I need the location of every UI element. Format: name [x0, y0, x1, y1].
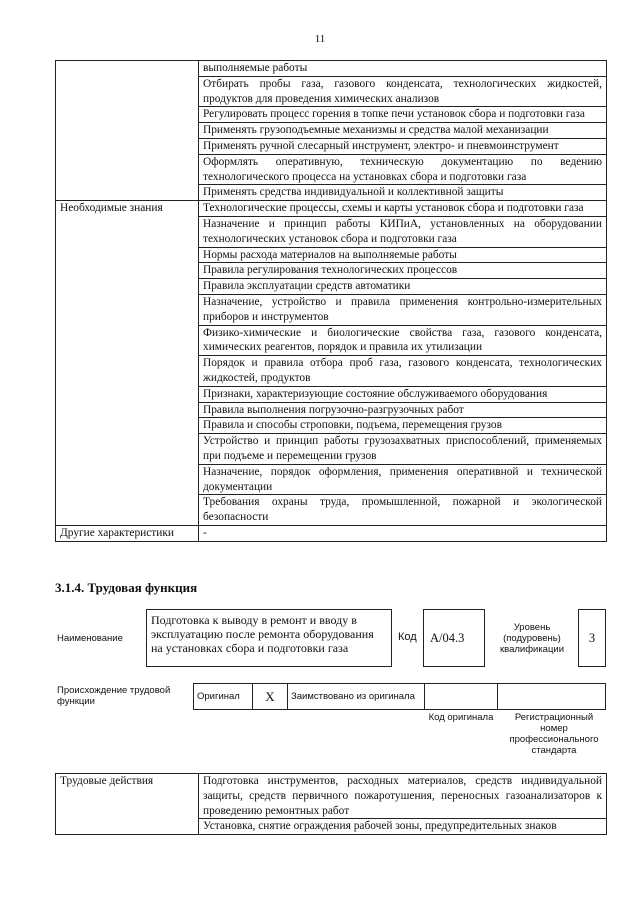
knowledge-row: Правила регулирования технологических процессов — [199, 263, 607, 279]
knowledge-row: Технологические процессы, схемы и карты установок сбора и подготовки газа — [199, 201, 607, 217]
knowledge-row: Признаки, характеризующие состояние обслуживаемого оборудования — [199, 386, 607, 402]
skill-row: выполняемые работы — [199, 61, 607, 77]
origin-table — [193, 683, 606, 710]
action-row: Установка, снятие ограждения рабочей зоны, предупредительных знаков — [199, 819, 607, 835]
skill-row: Регулировать процесс горения в топке печи установок сбора и подготовки газа — [199, 107, 607, 123]
knowledge-row: Правила эксплуатации средств автоматики — [199, 279, 607, 295]
requirements-table — [55, 60, 607, 542]
origin-reg-cell — [498, 684, 606, 710]
code-label: Код — [398, 631, 417, 643]
knowledge-row: Назначение и принцип работы КИПиА, установленных на оборудовании технологических установок сбора и подготовки газа — [199, 216, 607, 247]
origin-original: Оригинал — [194, 684, 253, 710]
origin-label: Происхождение трудовой функции — [57, 685, 171, 707]
function-name: Подготовка к выводу в ремонт и вводу в эксплуатацию после ремонта оборудования на установках сбора и подготовки газа — [146, 609, 392, 667]
skill-row: Применять грузоподъемные механизмы и средства малой механизации — [199, 123, 607, 139]
action-row: Подготовка инструментов, расходных материалов, средств индивидуальной защиты, средств первичного пожаротушения, переносных газоанализаторов к проведению ремонтных работ — [199, 774, 607, 819]
origin-mark: X — [253, 684, 288, 710]
qualification-level: 3 — [578, 609, 606, 667]
actions-label: Трудовые действия — [56, 774, 199, 835]
knowledge-row: Правила выполнения погрузочно-разгрузочных работ — [199, 402, 607, 418]
knowledge-row: Требования охраны труда, промышленной, пожарной и экологической безопасности — [199, 495, 607, 526]
skill-row: Применять ручной слесарный инструмент, электро- и пневмоинструмент — [199, 138, 607, 154]
level-label: Уровень (подуровень) квалификации — [499, 622, 565, 655]
name-label: Наименование — [57, 633, 123, 644]
knowledge-label: Необходимые знания — [56, 201, 199, 526]
knowledge-row: Физико-химические и биологические свойства газа, газового конденсата, химических реагентов, порядок и правила их утилизации — [199, 325, 607, 356]
skills-label-cell — [56, 61, 199, 201]
knowledge-row: Нормы расхода материалов на выполняемые работы — [199, 247, 607, 263]
other-label: Другие характеристики — [56, 525, 199, 541]
actions-table — [55, 773, 607, 835]
knowledge-row: Порядок и правила отбора проб газа, газового конденсата, технологических жидкостей, продуктов — [199, 356, 607, 387]
page-number: 11 — [314, 33, 326, 45]
origin-code-cell — [425, 684, 498, 710]
knowledge-row: Правила и способы строповки, подъема, перемещения грузов — [199, 418, 607, 434]
knowledge-row: Устройство и принцип работы грузозахватных приспособлений, применяемых при подъеме и перемещении грузов — [199, 434, 607, 465]
skill-row: Оформлять оперативную, техническую документацию по ведению технологического процесса на установках сбора и подготовки газа — [199, 154, 607, 185]
function-code: A/04.3 — [423, 609, 485, 667]
origin-code-caption: Код оригинала — [428, 712, 494, 723]
origin-borrowed: Заимствовано из оригинала — [288, 684, 425, 710]
skill-row: Применять средства индивидуальной и коллективной защиты — [199, 185, 607, 201]
knowledge-row: Назначение, порядок оформления, применения оперативной и технической документации — [199, 464, 607, 495]
other-value: - — [199, 525, 607, 541]
skill-row: Отбирать пробы газа, газового конденсата, технологических жидкостей, продуктов для проведения химических анализов — [199, 76, 607, 107]
origin-reg-caption: Регистрационный номер профессионального стандарта — [509, 712, 599, 756]
section-heading: 3.1.4. Трудовая функция — [55, 580, 198, 595]
knowledge-row: Назначение, устройство и правила применения контрольно-измерительных приборов и инструментов — [199, 294, 607, 325]
